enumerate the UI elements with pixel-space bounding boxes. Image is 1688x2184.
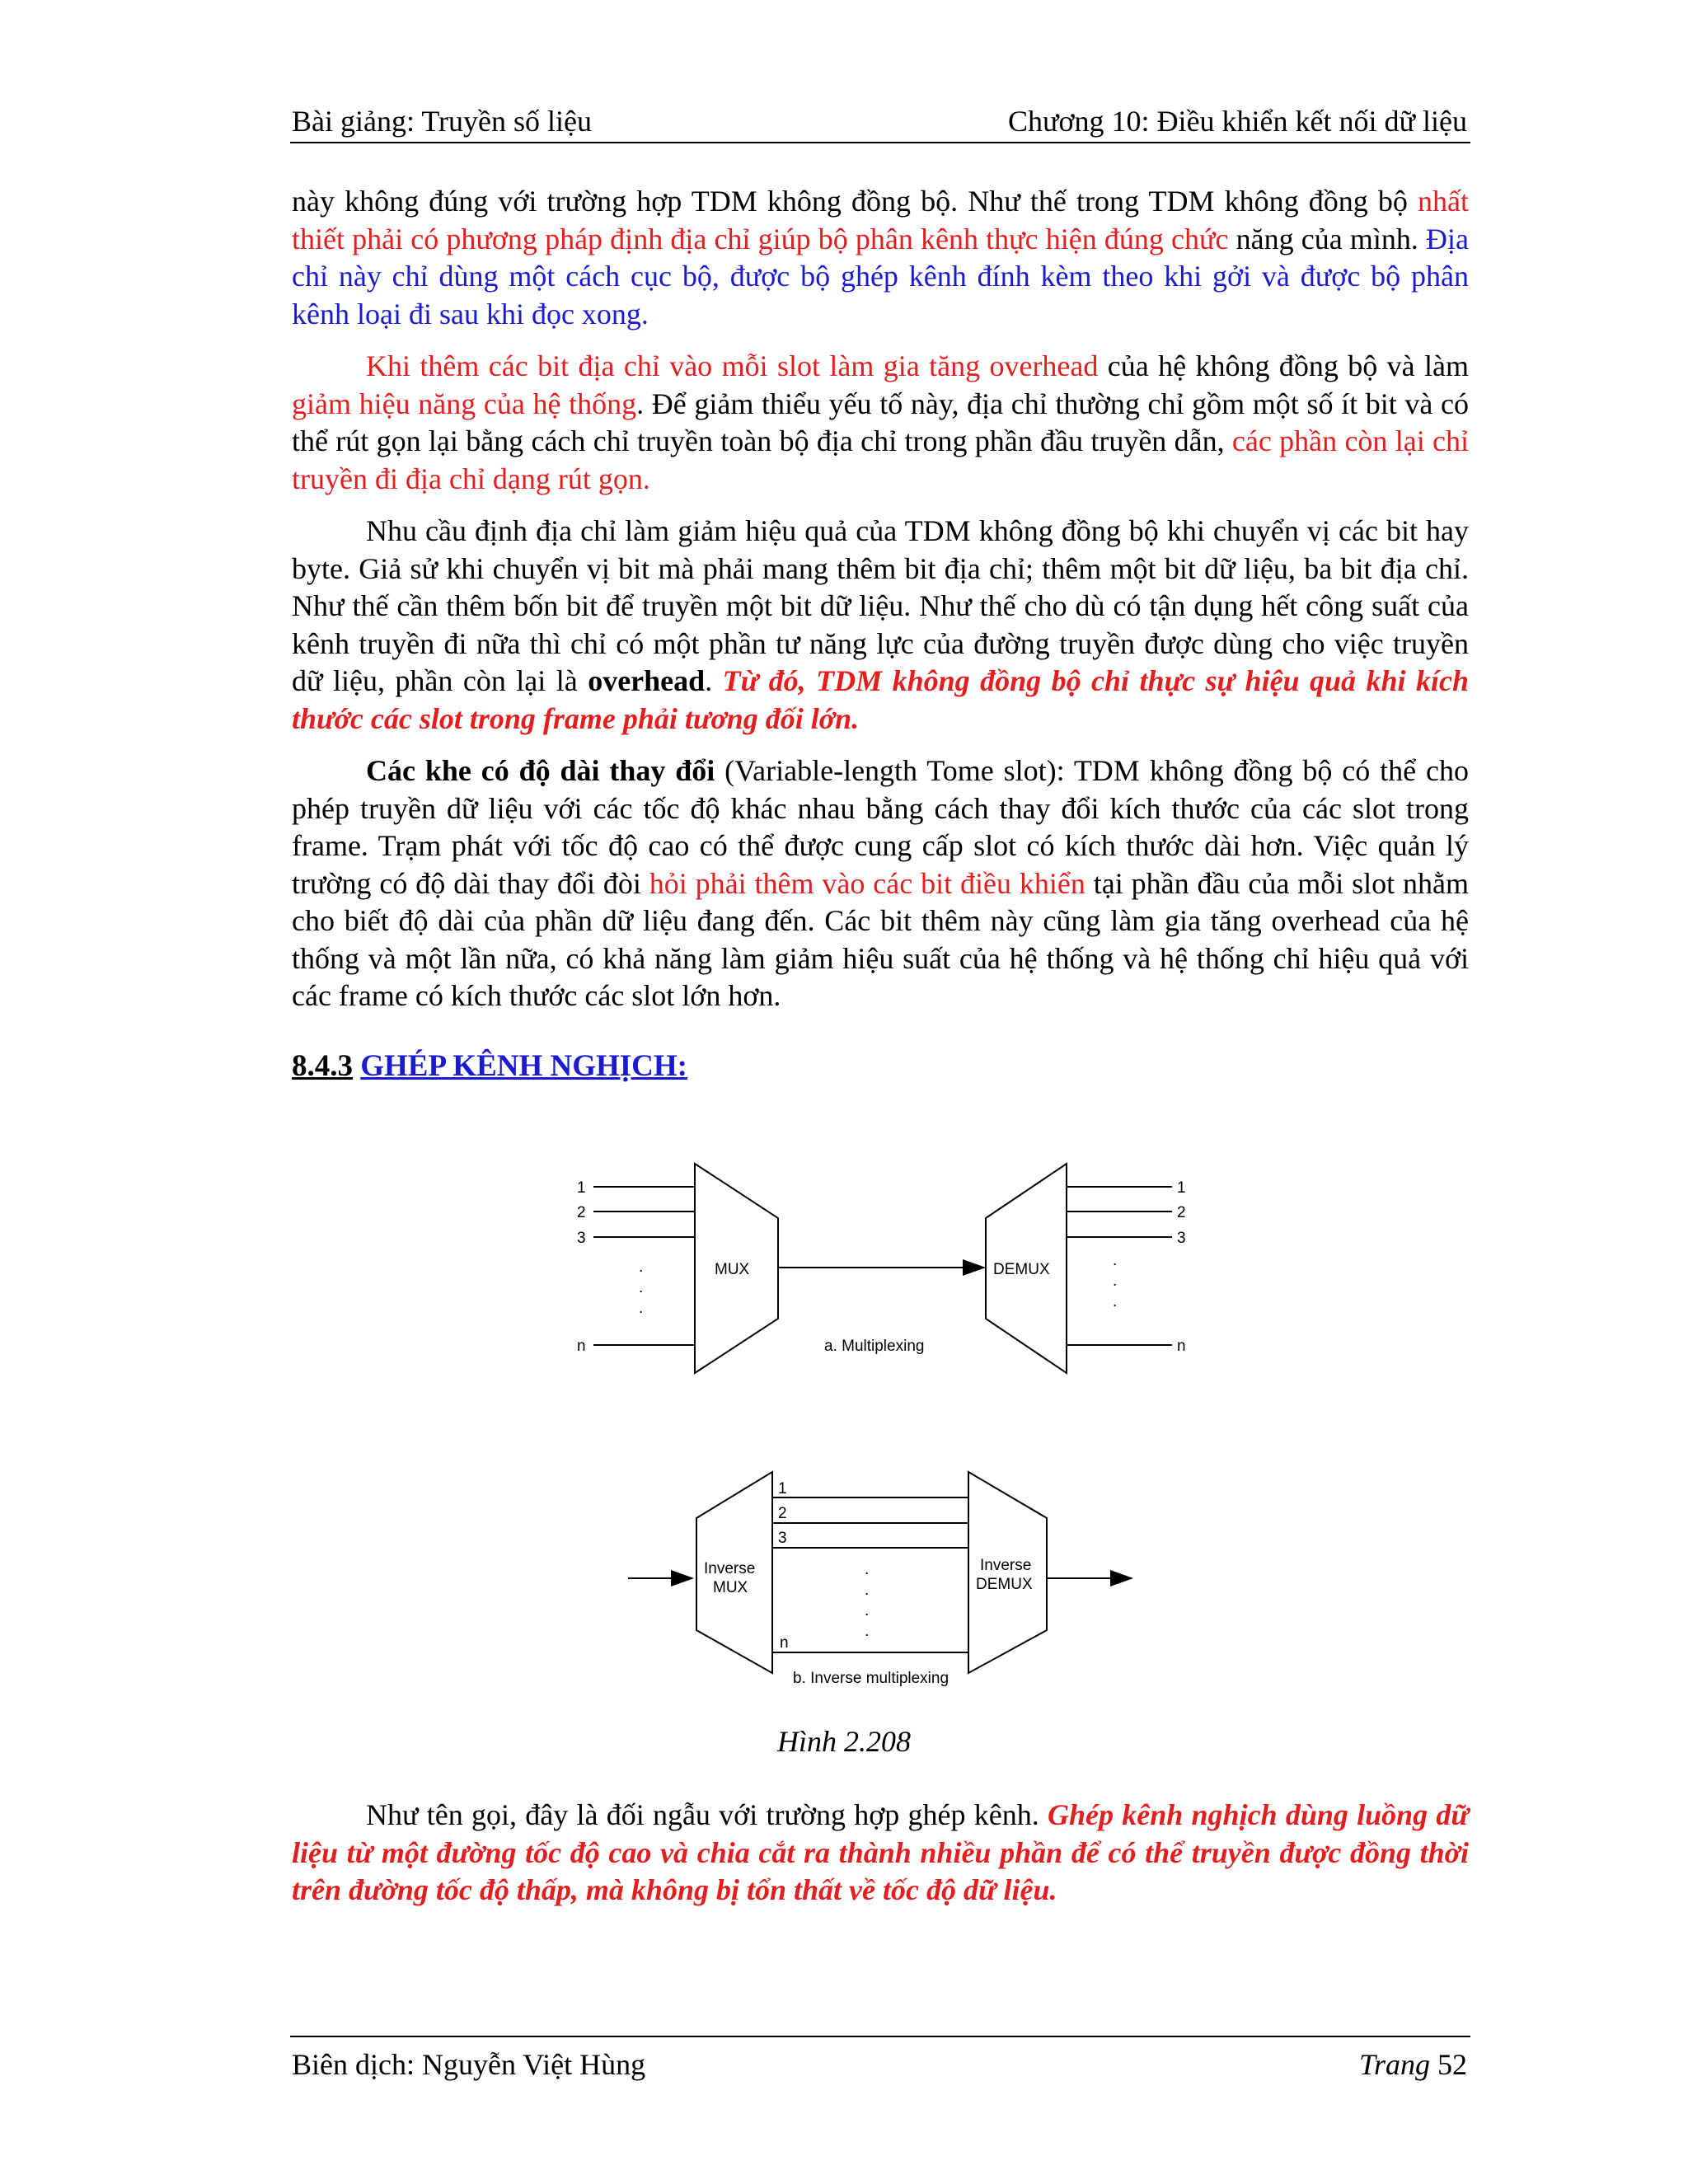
- inverse-mux-label-2: MUX: [713, 1579, 748, 1596]
- p3-bold-term: overhead: [588, 664, 706, 697]
- channel-dot-2: .: [865, 1582, 870, 1599]
- paragraph-5: [292, 1797, 1469, 1910]
- paragraph-1: [292, 183, 1469, 333]
- channel-label-3: 3: [778, 1530, 787, 1547]
- p5-text: Như tên gọi, đây là đối ngẫu với trường hợp ghép kênh.: [366, 1798, 1048, 1831]
- mux-label: MUX: [715, 1261, 750, 1278]
- closing-paragraph: [292, 1797, 1469, 1910]
- header-chapter-title: Chương 10: Điều khiển kết nối dữ liệu: [1008, 105, 1467, 138]
- input-label-2: 2: [577, 1204, 586, 1221]
- p2-red-highlight-1: Khi thêm các bit địa chỉ vào mỗi slot làm gia tăng overhead: [366, 349, 1099, 382]
- section-number: 8.4.3: [292, 1049, 353, 1083]
- p3-text-2: .: [705, 664, 723, 697]
- inverse-demux-label-1: Inverse: [980, 1557, 1032, 1574]
- multiplexing-diagram: [577, 1164, 1186, 1373]
- channel-dot-1: .: [865, 1561, 870, 1578]
- input-dot-3: .: [639, 1300, 644, 1317]
- paragraph-2: [292, 348, 1469, 498]
- footer-page-label: Trang: [1358, 2048, 1430, 2081]
- p4-text-1: (Variable-length Tome slot): TDM không đồng bộ có thể cho phép truyền dữ liệu với các tốc độ khác nhau bằng cách thay đổi kích thước của các slot trong frame. Trạm phát với tốc độ cao có thể được cung cấp slot có kích thước dài hơn. Việc quản lý trường có độ dài thay đổi đòi: [292, 754, 1469, 900]
- multiplexing-caption: a. Multiplexing: [824, 1338, 925, 1355]
- input-label-n: n: [577, 1338, 586, 1355]
- paragraph-4: [292, 752, 1469, 1015]
- p2-text-1: của hệ không đồng bộ và làm: [1098, 349, 1469, 382]
- p1-text-1: này không đúng với trường hợp TDM không đồng bộ. Như thế trong TDM không đồng bộ: [292, 185, 1418, 218]
- channel-label-n: n: [780, 1634, 789, 1652]
- input-dot-2: .: [639, 1279, 644, 1296]
- inverse-demux-label-2: DEMUX: [976, 1576, 1033, 1593]
- p4-red-highlight: hỏi phải thêm vào các bit điều khiển: [649, 866, 1085, 900]
- output-label-n: n: [1177, 1338, 1186, 1355]
- input-label-3: 3: [577, 1230, 586, 1247]
- input-label-1: 1: [577, 1179, 586, 1197]
- figure-caption: Hình 2.208: [777, 1725, 911, 1758]
- output-dot-2: .: [1113, 1272, 1118, 1290]
- paragraph-3: [292, 513, 1469, 738]
- p1-text-2: năng của mình.: [1228, 222, 1426, 255]
- p2-text-2: . Để giảm thiểu yếu tố này, địa chỉ thường chỉ gồm một số ít bit và có thể rút gọn lại bằng cách chỉ truyền toàn bộ địa chỉ trong phần đầu truyền dẫn,: [292, 387, 1469, 457]
- figure-multiplexing: [577, 1146, 1186, 1710]
- footer-page: [1359, 2047, 1467, 2082]
- body-text: [292, 183, 1469, 1030]
- p4-bold-term: Các khe có độ dài thay đổi: [366, 754, 715, 787]
- p5-emphasis: Ghép kênh nghịch dùng luồng dữ liệu từ một đường tốc độ cao và chia cắt ra thành nhiều phần để có thể truyền được đồng thời trên đường tốc độ thấp, mà không bị tổn thất về tốc độ dữ liệu.: [292, 1798, 1469, 1906]
- p4-text-2: tại phần đầu của mỗi slot nhằm cho biết độ dài của phần dữ liệu đang đến. Các bit thêm này cũng làm gia tăng overhead của hệ thống và một lần nữa, có khả năng làm giảm hiệu suất của hệ thống và hệ thống chỉ hiệu quả với các frame có kích thước các slot lớn hơn.: [292, 866, 1470, 1012]
- p1-blue-highlight: Địa chỉ này chỉ dùng một cách cục bộ, được bộ ghép kênh đính kèm theo khi gởi và được bộ phân kênh loại đi sau khi đọc xong.: [292, 222, 1469, 330]
- page-footer: [290, 2036, 1470, 2087]
- channel-label-2: 2: [778, 1505, 787, 1522]
- p3-text-1: Nhu cầu định địa chỉ làm giảm hiệu quả của TDM không đồng bộ khi chuyển vị các bit hay byte. Giả sử khi chuyển vị bit mà phải mang thêm bit địa chỉ; thêm một bit dữ liệu, ba bit địa chỉ. Như thế cần thêm bốn bit để truyền một bit dữ liệu. Như thế cho dù có tận dụng hết công suất của kênh truyền đi nữa thì chỉ có một phần tư năng lực của đường truyền được dùng cho việc truyền dữ liệu, phần còn lại là: [292, 514, 1469, 697]
- section-title: GHÉP KÊNH NGHỊCH:: [360, 1049, 688, 1083]
- p2-red-highlight-2: giảm hiệu năng của hệ thống: [292, 387, 637, 420]
- input-dot-1: .: [639, 1258, 644, 1276]
- footer-page-number: 52: [1437, 2048, 1467, 2081]
- p2-red-highlight-3: các phần còn lại chỉ truyền đi địa chỉ dạng rút gọn.: [292, 424, 1469, 495]
- page-header: [290, 99, 1470, 143]
- header-course-title: Bài giảng: Truyền số liệu: [292, 105, 593, 138]
- output-label-1: 1: [1177, 1179, 1186, 1197]
- inverse-multiplexing-diagram: [628, 1472, 1132, 1687]
- output-dot-1: .: [1113, 1252, 1118, 1269]
- channel-label-1: 1: [778, 1480, 787, 1497]
- channel-dot-3: .: [865, 1602, 870, 1619]
- section-heading: [292, 1048, 687, 1084]
- output-label-3: 3: [1177, 1230, 1186, 1247]
- figure-diagram: [577, 1146, 1186, 1706]
- p3-emphasis: Từ đó, TDM không đồng bộ chỉ thực sự hiệu quả khi kích thước các slot trong frame phải tương đối lớn.: [292, 664, 1470, 735]
- demux-label: DEMUX: [993, 1261, 1050, 1278]
- output-dot-3: .: [1113, 1293, 1118, 1310]
- output-label-2: 2: [1177, 1204, 1186, 1221]
- inverse-mux-label-1: Inverse: [704, 1560, 756, 1577]
- inverse-multiplexing-caption: b. Inverse multiplexing: [793, 1670, 950, 1687]
- p1-red-highlight: nhất thiết phải có phương pháp định địa chỉ giúp bộ phân kênh thực hiện đúng chức: [292, 185, 1469, 255]
- channel-dot-4: .: [865, 1623, 870, 1640]
- footer-translator: Biên dịch: Nguyễn Việt Hùng: [292, 2048, 646, 2081]
